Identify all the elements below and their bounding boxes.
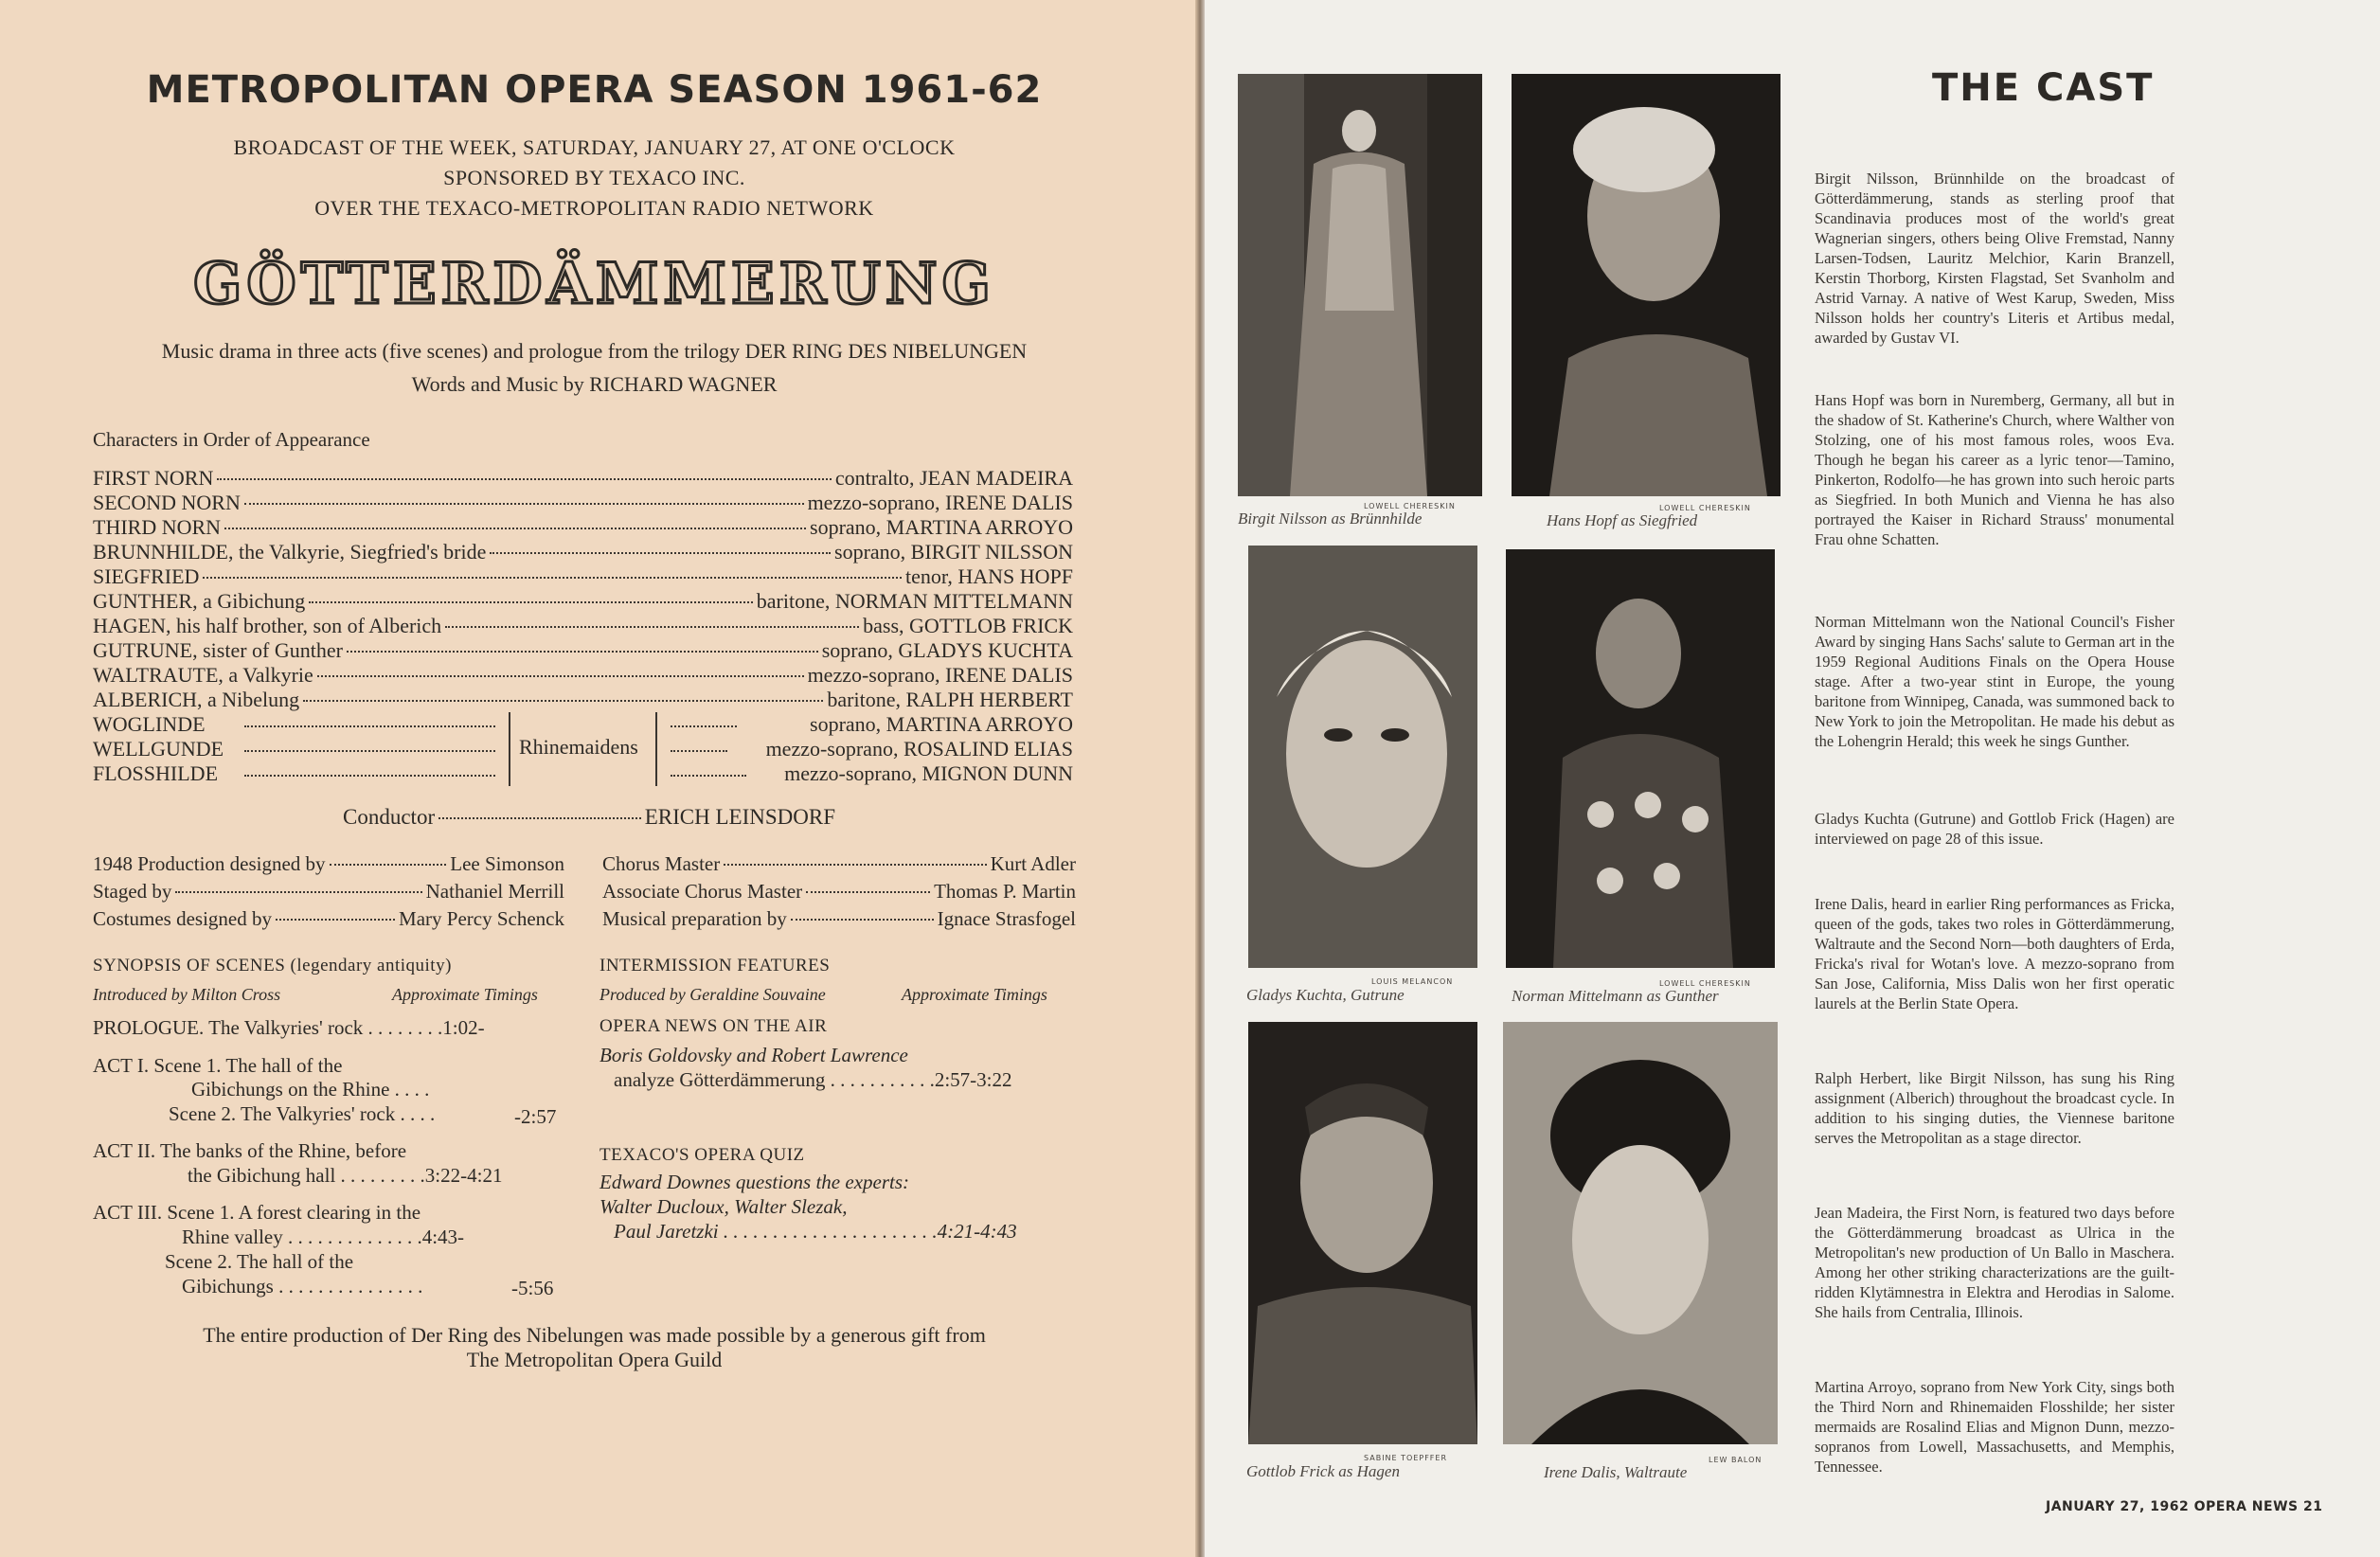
opera-title: GÖTTERDÄMMERUNG	[193, 251, 995, 317]
cast-singer: soprano, BIRGIT NILSSON	[834, 540, 1073, 564]
credit-value: Thomas P. Martin	[934, 880, 1076, 903]
photo-credit: LOWELL CHERESKIN	[1364, 502, 1456, 510]
cast-row	[93, 614, 1073, 637]
characters-heading: Characters in Order of Appearance	[93, 428, 370, 451]
leader-dots	[438, 817, 641, 819]
intermission-intro: Produced by Geraldine Souvaine	[599, 985, 826, 1004]
credit-label: Chorus Master	[602, 852, 721, 875]
leader-dots	[806, 891, 930, 893]
cast-singer: mezzo-soprano, ROSALIND ELIAS	[765, 737, 1073, 761]
broadcast-line: OVER THE TEXACO-METROPOLITAN RADIO NETWORK	[314, 196, 874, 220]
credit-value: Lee Simonson	[450, 852, 564, 875]
leader-dots	[445, 626, 859, 628]
cast-row	[93, 589, 1073, 613]
leader-dots	[203, 577, 902, 579]
photo-credit: LOUIS MELANCON	[1371, 977, 1454, 986]
quiz-heading: TEXACO'S OPERA QUIZ	[599, 1145, 805, 1165]
credit-label: Associate Chorus Master	[602, 880, 803, 903]
cast-role: BRUNNHILDE, the Valkyrie, Siegfried's bride	[93, 540, 487, 564]
broadcast-line: SPONSORED BY TEXACO INC.	[443, 166, 745, 189]
credit-label: Staged by	[93, 880, 172, 903]
conductor-label: Conductor	[343, 805, 436, 829]
photo-caption: Hans Hopf as Siegfried	[1547, 511, 1698, 529]
cast-role: ALBERICH, a Nibelung	[93, 688, 300, 711]
quiz-line: Walter Ducloux, Walter Slezak,	[599, 1195, 848, 1218]
leader-dots	[244, 761, 495, 777]
production-credit	[602, 880, 1076, 904]
leader-dots	[276, 919, 395, 921]
photo-gottlob-frick	[1248, 1022, 1477, 1444]
synopsis-intro: Introduced by Milton Cross	[93, 985, 281, 1004]
production-credit	[602, 907, 1076, 932]
season-title: METROPOLITAN OPERA SEASON 1961-62	[146, 68, 1043, 112]
synopsis-act1: Scene 2. The Valkyries' rock . . . .	[169, 1102, 436, 1125]
cast-role: FLOSSHILDE	[93, 761, 219, 785]
photo-birgit-nilsson	[1238, 74, 1482, 496]
bio-jean-madeira: Jean Madeira, the First Norn, is featured two days before the Götterdämmerung broadcast as Ulrica in the Metropolitan's new production of Un Ballo in Maschera. Among her other striking characterizations are the guilt-ridden Klytämnestra in Elektra and Herodias in Salome. She hails from Centralia, Illinois.	[1815, 1204, 2174, 1321]
quiz-line: Edward Downes questions the experts:	[599, 1171, 910, 1193]
bio-kuchta-frick: Gladys Kuchta (Gutrune) and Gottlob Frick (Hagen) are interviewed on page 28 of this issue.	[1815, 810, 2174, 848]
production-credit	[602, 852, 1076, 877]
production-credit	[93, 907, 564, 932]
leader-dots	[309, 601, 753, 603]
conductor-row	[343, 805, 835, 830]
photo-irene-dalis	[1503, 1022, 1778, 1444]
credit-value: Kurt Adler	[990, 852, 1076, 875]
leader-dots	[347, 651, 818, 653]
leader-dots	[317, 675, 804, 677]
photo-norman-mittelmann	[1506, 549, 1775, 968]
synopsis-act3: Scene 2. The hall of the	[165, 1250, 354, 1273]
synopsis-act3: ACT III. Scene 1. A forest clearing in the	[93, 1201, 421, 1224]
synopsis-heading: SYNOPSIS OF SCENES (legendary antiquity)	[93, 956, 452, 975]
cast-row	[93, 663, 1073, 687]
leader-dots	[244, 503, 804, 505]
cast-row	[93, 638, 1073, 662]
cast-singer: baritone, RALPH HERBERT	[827, 688, 1073, 711]
cast-role: GUNTHER, a Gibichung	[93, 589, 306, 613]
leader-dots	[330, 864, 447, 866]
credit-label: 1948 Production designed by	[93, 852, 326, 875]
synopsis-prologue: PROLOGUE. The Valkyries' rock . . . . . . . .1:02-	[93, 1016, 485, 1039]
bracket-right	[655, 712, 665, 786]
cast-row-rhinemaiden	[93, 712, 1073, 736]
cast-role: WALTRAUTE, a Valkyrie	[93, 663, 313, 687]
quiz-line: Paul Jaretzki . . . . . . . . . . . . . . . . . . . . . .4:21-4:43	[614, 1220, 1017, 1243]
photo-credit: LEW BALON	[1709, 1456, 1763, 1464]
cast-singer: soprano, GLADYS KUCHTA	[821, 638, 1073, 662]
opera-description: Music drama in three acts (five scenes) and prologue from the trilogy DER RING DES NIBELUNGEN	[161, 339, 1028, 363]
bracket-left	[501, 712, 510, 786]
cast-role: GUTRUNE, sister of Gunther	[93, 638, 343, 662]
bio-hans-hopf: Hans Hopf was born in Nuremberg, Germany, all but in the shadow of St. Katherine's Church, where Walther von Stolzing, one of his most famous roles, woos Eva. Though he began his career as a lyric tenor—Tamino, Pinkerton, Rodolfo—he has grown into such heroic parts as Siegfried. In both Munich and Vienna he has also portrayed the Kaiser in Richard Strauss' monumental Frau ohne Schatten.	[1815, 391, 2174, 548]
leader-dots	[244, 712, 495, 727]
cast-row	[93, 466, 1073, 490]
cast-row	[93, 515, 1073, 539]
photo-credit: LOWELL CHERESKIN	[1659, 979, 1751, 988]
bio-irene-dalis: Irene Dalis, heard in earlier Ring performances as Fricka, queen of the gods, takes two roles in Götterdämmerung, Waltraute and the Second Norn—both daughters of Erda, Fricka's rival for Wotan's love. A mezzo-soprano from San Jose, California, Miss Dalis won her first operatic laurels at the Berlin State Opera.	[1815, 895, 2174, 1012]
words-music-credit: Words and Music by RICHARD WAGNER	[411, 372, 778, 396]
photo-caption: Irene Dalis, Waltraute	[1544, 1463, 1688, 1481]
photo-caption: Gladys Kuchta, Gutrune	[1246, 986, 1405, 1004]
cast-role: WELLGUNDE	[93, 737, 224, 761]
credit-value: Nathaniel Merrill	[425, 880, 564, 903]
cast-row-rhinemaiden	[93, 761, 1073, 785]
leader-dots	[724, 864, 986, 866]
synopsis-act1: ACT I. Scene 1. The hall of the	[93, 1054, 343, 1077]
bio-norman-mittelmann: Norman Mittelmann won the National Council's Fisher Award by singing Hans Sachs' salute to German art in the 1959 Regional Auditions Finals on the Opera House stage. After a two-year stint in Europe, the young baritone from Winnipeg, Canada, was summoned back to New York to join the Metropolitan. He made his debut as the Lohengrin Herald; this week he sings Gunther.	[1815, 613, 2174, 750]
synopsis-act3: Rhine valley . . . . . . . . . . . . . .4:43-	[182, 1226, 465, 1248]
leader-dots	[671, 712, 737, 727]
production-credit	[93, 852, 564, 877]
cast-singer: bass, GOTTLOB FRICK	[863, 614, 1073, 637]
leader-dots	[175, 891, 421, 893]
gift-note: The Metropolitan Opera Guild	[466, 1348, 723, 1371]
cast-row	[93, 491, 1073, 514]
cast-role: WOGLINDE	[93, 712, 206, 736]
cast-singer: baritone, NORMAN MITTELMANN	[756, 589, 1073, 613]
intermission-heading: INTERMISSION FEATURES	[599, 956, 831, 975]
leader-dots	[671, 737, 727, 752]
leader-dots	[671, 761, 746, 777]
bio-ralph-herbert: Ralph Herbert, like Birgit Nilsson, has sung his Ring assignment (Alberich) throughout the broadcast cycle. In addition to his singing duties, the Viennese baritone serves the Metropolitan as a stage director.	[1815, 1069, 2174, 1147]
gift-note: The entire production of Der Ring des Nibelungen was made possible by a generous gift from	[203, 1323, 986, 1347]
production-credit	[93, 880, 564, 904]
photo-gladys-kuchta	[1248, 546, 1477, 968]
synopsis-act3-time: -5:56	[511, 1277, 554, 1299]
page-gutter	[1195, 0, 1205, 1557]
cast-singer: tenor, HANS HOPF	[905, 564, 1073, 588]
synopsis-act2: the Gibichung hall . . . . . . . . .3:22-4:21	[188, 1164, 503, 1187]
photo-caption: Gottlob Frick as Hagen	[1246, 1462, 1400, 1480]
approx-timings-label: Approximate Timings	[392, 985, 538, 1004]
photo-caption: Birgit Nilsson as Brünnhilde	[1238, 510, 1423, 528]
credit-label: Costumes designed by	[93, 907, 272, 930]
bio-martina-arroyo: Martina Arroyo, soprano from New York City, sings both the Third Norn and Rhinemaiden Flosshilde; her sister mermaids are Rosalind Elias and Mignon Dunn, mezzo-sopranos from Lowell, Massachusetts, and Memphis, Tennessee.	[1815, 1378, 2174, 1476]
page-footer: JANUARY 27, 1962 OPERA NEWS 21	[2046, 1499, 2323, 1514]
cast-singer: contralto, JEAN MADEIRA	[834, 466, 1073, 490]
rhinemaidens-label: Rhinemaidens	[519, 735, 638, 759]
cast-singer: soprano, MARTINA ARROYO	[810, 515, 1073, 539]
cast-row	[93, 540, 1073, 564]
cast-row	[93, 564, 1073, 588]
photo-credit: SABINE TOEPFFER	[1364, 1454, 1448, 1462]
cast-singer: mezzo-soprano, IRENE DALIS	[807, 491, 1073, 514]
synopsis-act1: Gibichungs on the Rhine . . . .	[191, 1078, 430, 1101]
leader-dots	[217, 478, 832, 480]
leader-dots	[490, 552, 831, 554]
opera-news-heading: OPERA NEWS ON THE AIR	[599, 1016, 828, 1036]
cast-title: THE CAST	[1932, 66, 2155, 110]
cast-role: HAGEN, his half brother, son of Alberich	[93, 614, 442, 637]
cast-singer: soprano, MARTINA ARROYO	[810, 712, 1073, 736]
leader-dots	[244, 737, 495, 752]
bio-birgit-nilsson: Birgit Nilsson, Brünnhilde on the broadcast of Götterdämmerung, stands as sterling proof that Scandinavia produces most of the world's great Wagnerian singers, others being Olive Fremstad, Nanny Larsen-Todsen, Lauritz Melchior, Karin Branzell, Kerstin Thorborg, Kirsten Flagstad, Set Svanholm and Astrid Varnay. A native of West Karup, Sweden, Miss Nilsson holds her country's Literis et Artibus medal, awarded by Gustav VI.	[1815, 170, 2174, 347]
cast-role: THIRD NORN	[93, 515, 222, 539]
opera-news-line: Boris Goldovsky and Robert Lawrence	[599, 1044, 908, 1066]
opera-news-line: analyze Götterdämmerung . . . . . . . . . . .2:57-3:22	[614, 1068, 1012, 1091]
leader-dots	[303, 700, 823, 702]
approx-timings-label: Approximate Timings	[902, 985, 1047, 1004]
synopsis-act2: ACT II. The banks of the Rhine, before	[93, 1139, 407, 1162]
conductor-name: ERICH LEINSDORF	[644, 805, 835, 829]
cast-role: FIRST NORN	[93, 466, 214, 490]
cast-role: SIEGFRIED	[93, 564, 200, 588]
cast-role: SECOND NORN	[93, 491, 241, 514]
credit-label: Musical preparation by	[602, 907, 787, 930]
cast-row	[93, 688, 1073, 711]
broadcast-line: BROADCAST OF THE WEEK, SATURDAY, JANUARY 27, AT ONE O'CLOCK	[233, 135, 956, 159]
photo-hans-hopf	[1512, 74, 1781, 496]
leader-dots	[791, 919, 934, 921]
synopsis-act1-time: -2:57	[514, 1105, 557, 1128]
cast-singer: mezzo-soprano, MIGNON DUNN	[784, 761, 1073, 785]
leader-dots	[224, 528, 806, 529]
credit-value: Ignace Strasfogel	[937, 907, 1076, 930]
photo-credit: LOWELL CHERESKIN	[1659, 504, 1751, 512]
credit-value: Mary Percy Schenck	[399, 907, 564, 930]
cast-singer: mezzo-soprano, IRENE DALIS	[807, 663, 1073, 687]
photo-caption: Norman Mittelmann as Gunther	[1512, 987, 1719, 1005]
synopsis-act3: Gibichungs . . . . . . . . . . . . . . .	[182, 1275, 423, 1298]
